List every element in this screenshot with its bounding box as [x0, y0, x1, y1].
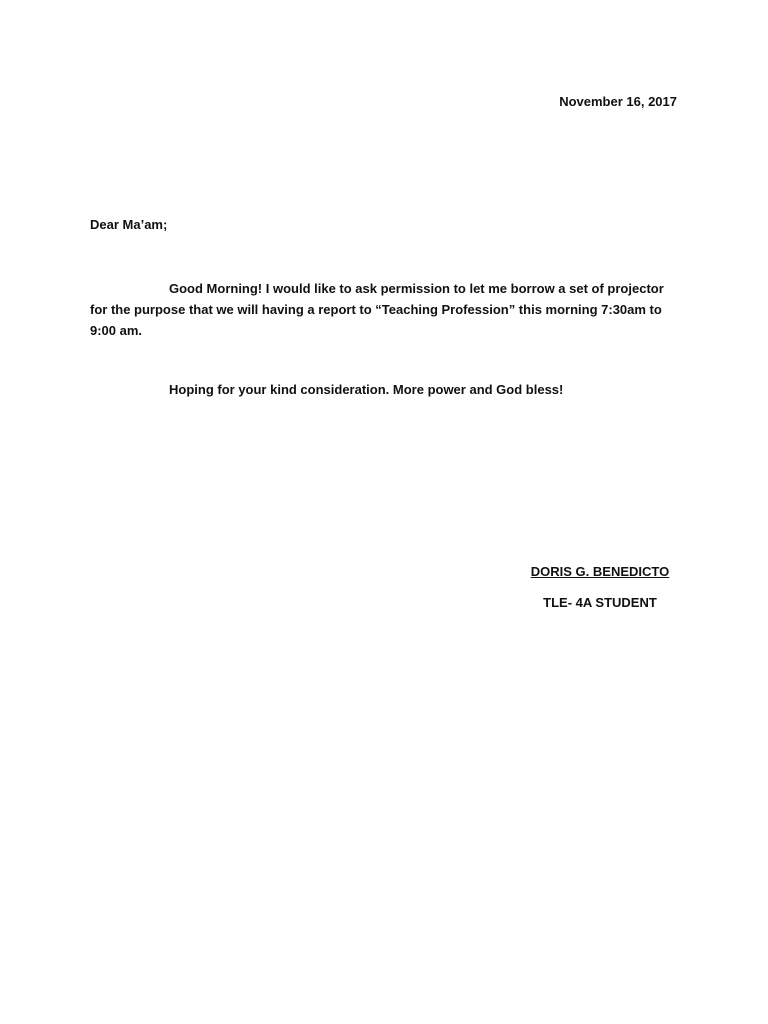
letter-date: November 16, 2017 [559, 94, 677, 109]
signature-block [520, 564, 680, 611]
body-paragraph-closing: Hoping for your kind consideration. More power and God bless! [169, 382, 564, 397]
body-paragraph-request: Good Morning! I would like to ask permission to let me borrow a set of projector for the purpose that we will having a report to “Teaching Profession” this morning 7:30am to 9:00 am. [90, 281, 664, 338]
signature-title: TLE- 4A STUDENT [543, 595, 657, 610]
signature-name: DORIS G. BENEDICTO [530, 564, 670, 579]
salutation: Dear Ma’am; [90, 217, 168, 232]
